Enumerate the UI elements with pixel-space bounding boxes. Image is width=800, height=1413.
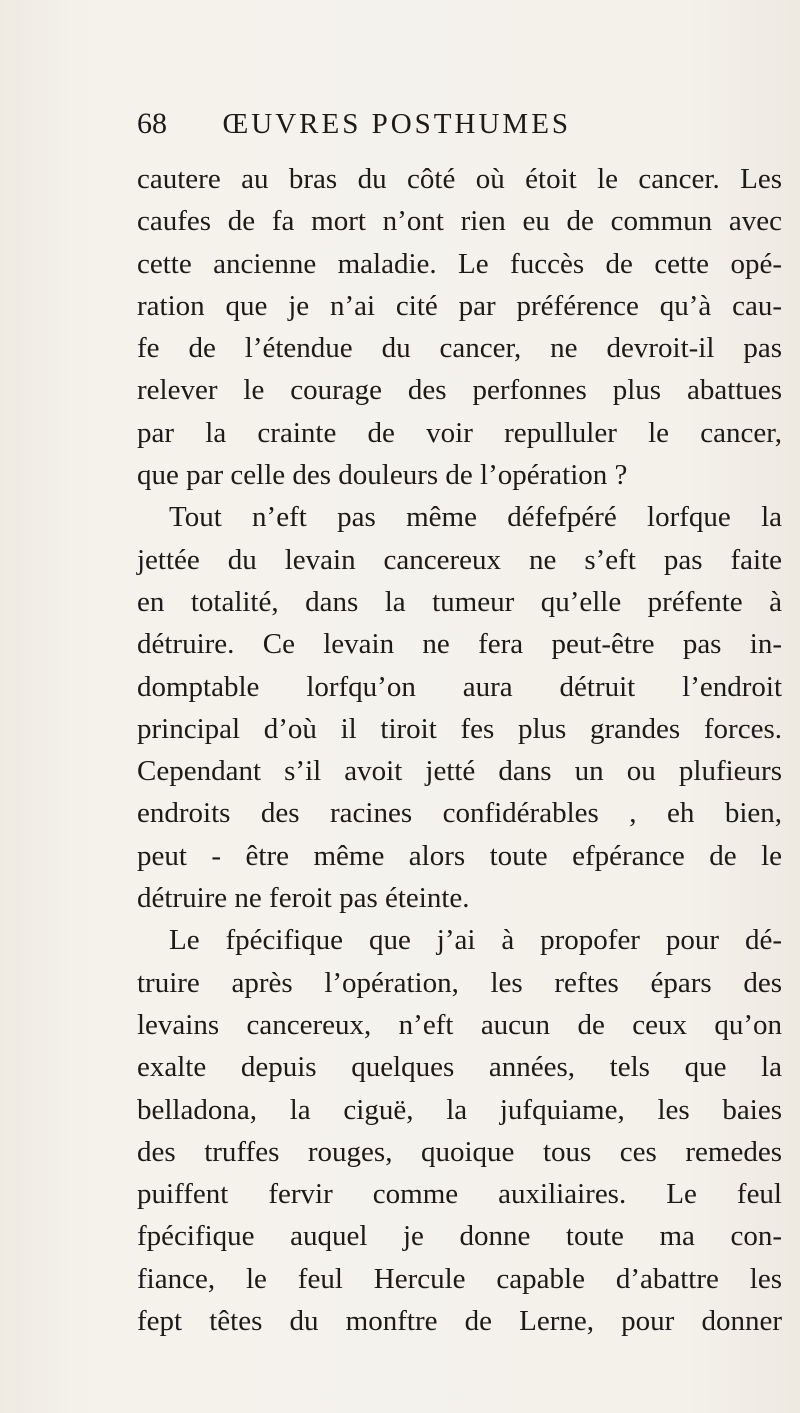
text-line: Tout n’eft pas même défefpéré lorfque la — [169, 501, 782, 534]
text-line: des truffes rouges, quoique tous ces remedes — [137, 1135, 782, 1168]
text-line: exalte depuis quelques années, tels que la — [137, 1051, 782, 1084]
text-line: fiance, le feul Hercule capable d’abattre les — [137, 1262, 782, 1295]
text-line: par la crainte de voir repulluler le cancer, — [137, 416, 782, 449]
body-text — [137, 158, 782, 1342]
running-title: ŒUVRES POSTHUMES — [222, 108, 572, 140]
text-line: truire après l’opération, les reftes épars des — [137, 966, 782, 999]
text-line: levains cancereux, n’eft aucun de ceux qu’on — [137, 1008, 782, 1041]
text-line: ration que je n’ai cité par préférence qu’à cau- — [137, 289, 782, 322]
text-line: cette ancienne maladie. Le fuccès de cette opé- — [137, 247, 782, 280]
page-number: 68 — [137, 107, 167, 140]
text-line: puiffent fervir comme auxiliaires. Le feul — [137, 1178, 782, 1211]
text-line: Le fpécifique que j’ai à propofer pour dé- — [169, 924, 782, 957]
text-line: principal d’où il tiroit fes plus grandes forces. — [137, 712, 782, 745]
text-line: que par celle des douleurs de l’opération ? — [137, 459, 628, 492]
text-line: fept têtes du monftre de Lerne, pour donner — [137, 1305, 782, 1338]
page-header — [137, 104, 777, 144]
text-line: cautere au bras du côté où étoit le cancer. Les — [137, 163, 782, 195]
text-line: endroits des racines confidérables , eh bien, — [137, 797, 782, 830]
text-line: relever le courage des perfonnes plus abattues — [137, 374, 782, 407]
text-line: belladona, la ciguë, la jufquiame, les baies — [137, 1093, 782, 1126]
text-line: en totalité, dans la tumeur qu’elle préfente à — [137, 585, 782, 618]
text-line: caufes de fa mort n’ont rien eu de commun avec — [137, 205, 782, 238]
text-line: Cependant s’il avoit jetté dans un ou plufieurs — [137, 755, 782, 788]
text-line: jettée du levain cancereux ne s’eft pas faite — [137, 543, 782, 576]
text-line: peut - être même alors toute efpérance de le — [137, 839, 782, 872]
text-line: détruire ne feroit pas éteinte. — [137, 882, 470, 915]
text-line: fe de l’étendue du cancer, ne devroit-il pas — [137, 332, 782, 365]
text-line: détruire. Ce levain ne fera peut-être pas in- — [137, 628, 782, 661]
text-line: domptable lorfqu’on aura détruit l’endroit — [137, 670, 782, 703]
text-line: fpécifique auquel je donne toute ma con- — [137, 1220, 782, 1253]
